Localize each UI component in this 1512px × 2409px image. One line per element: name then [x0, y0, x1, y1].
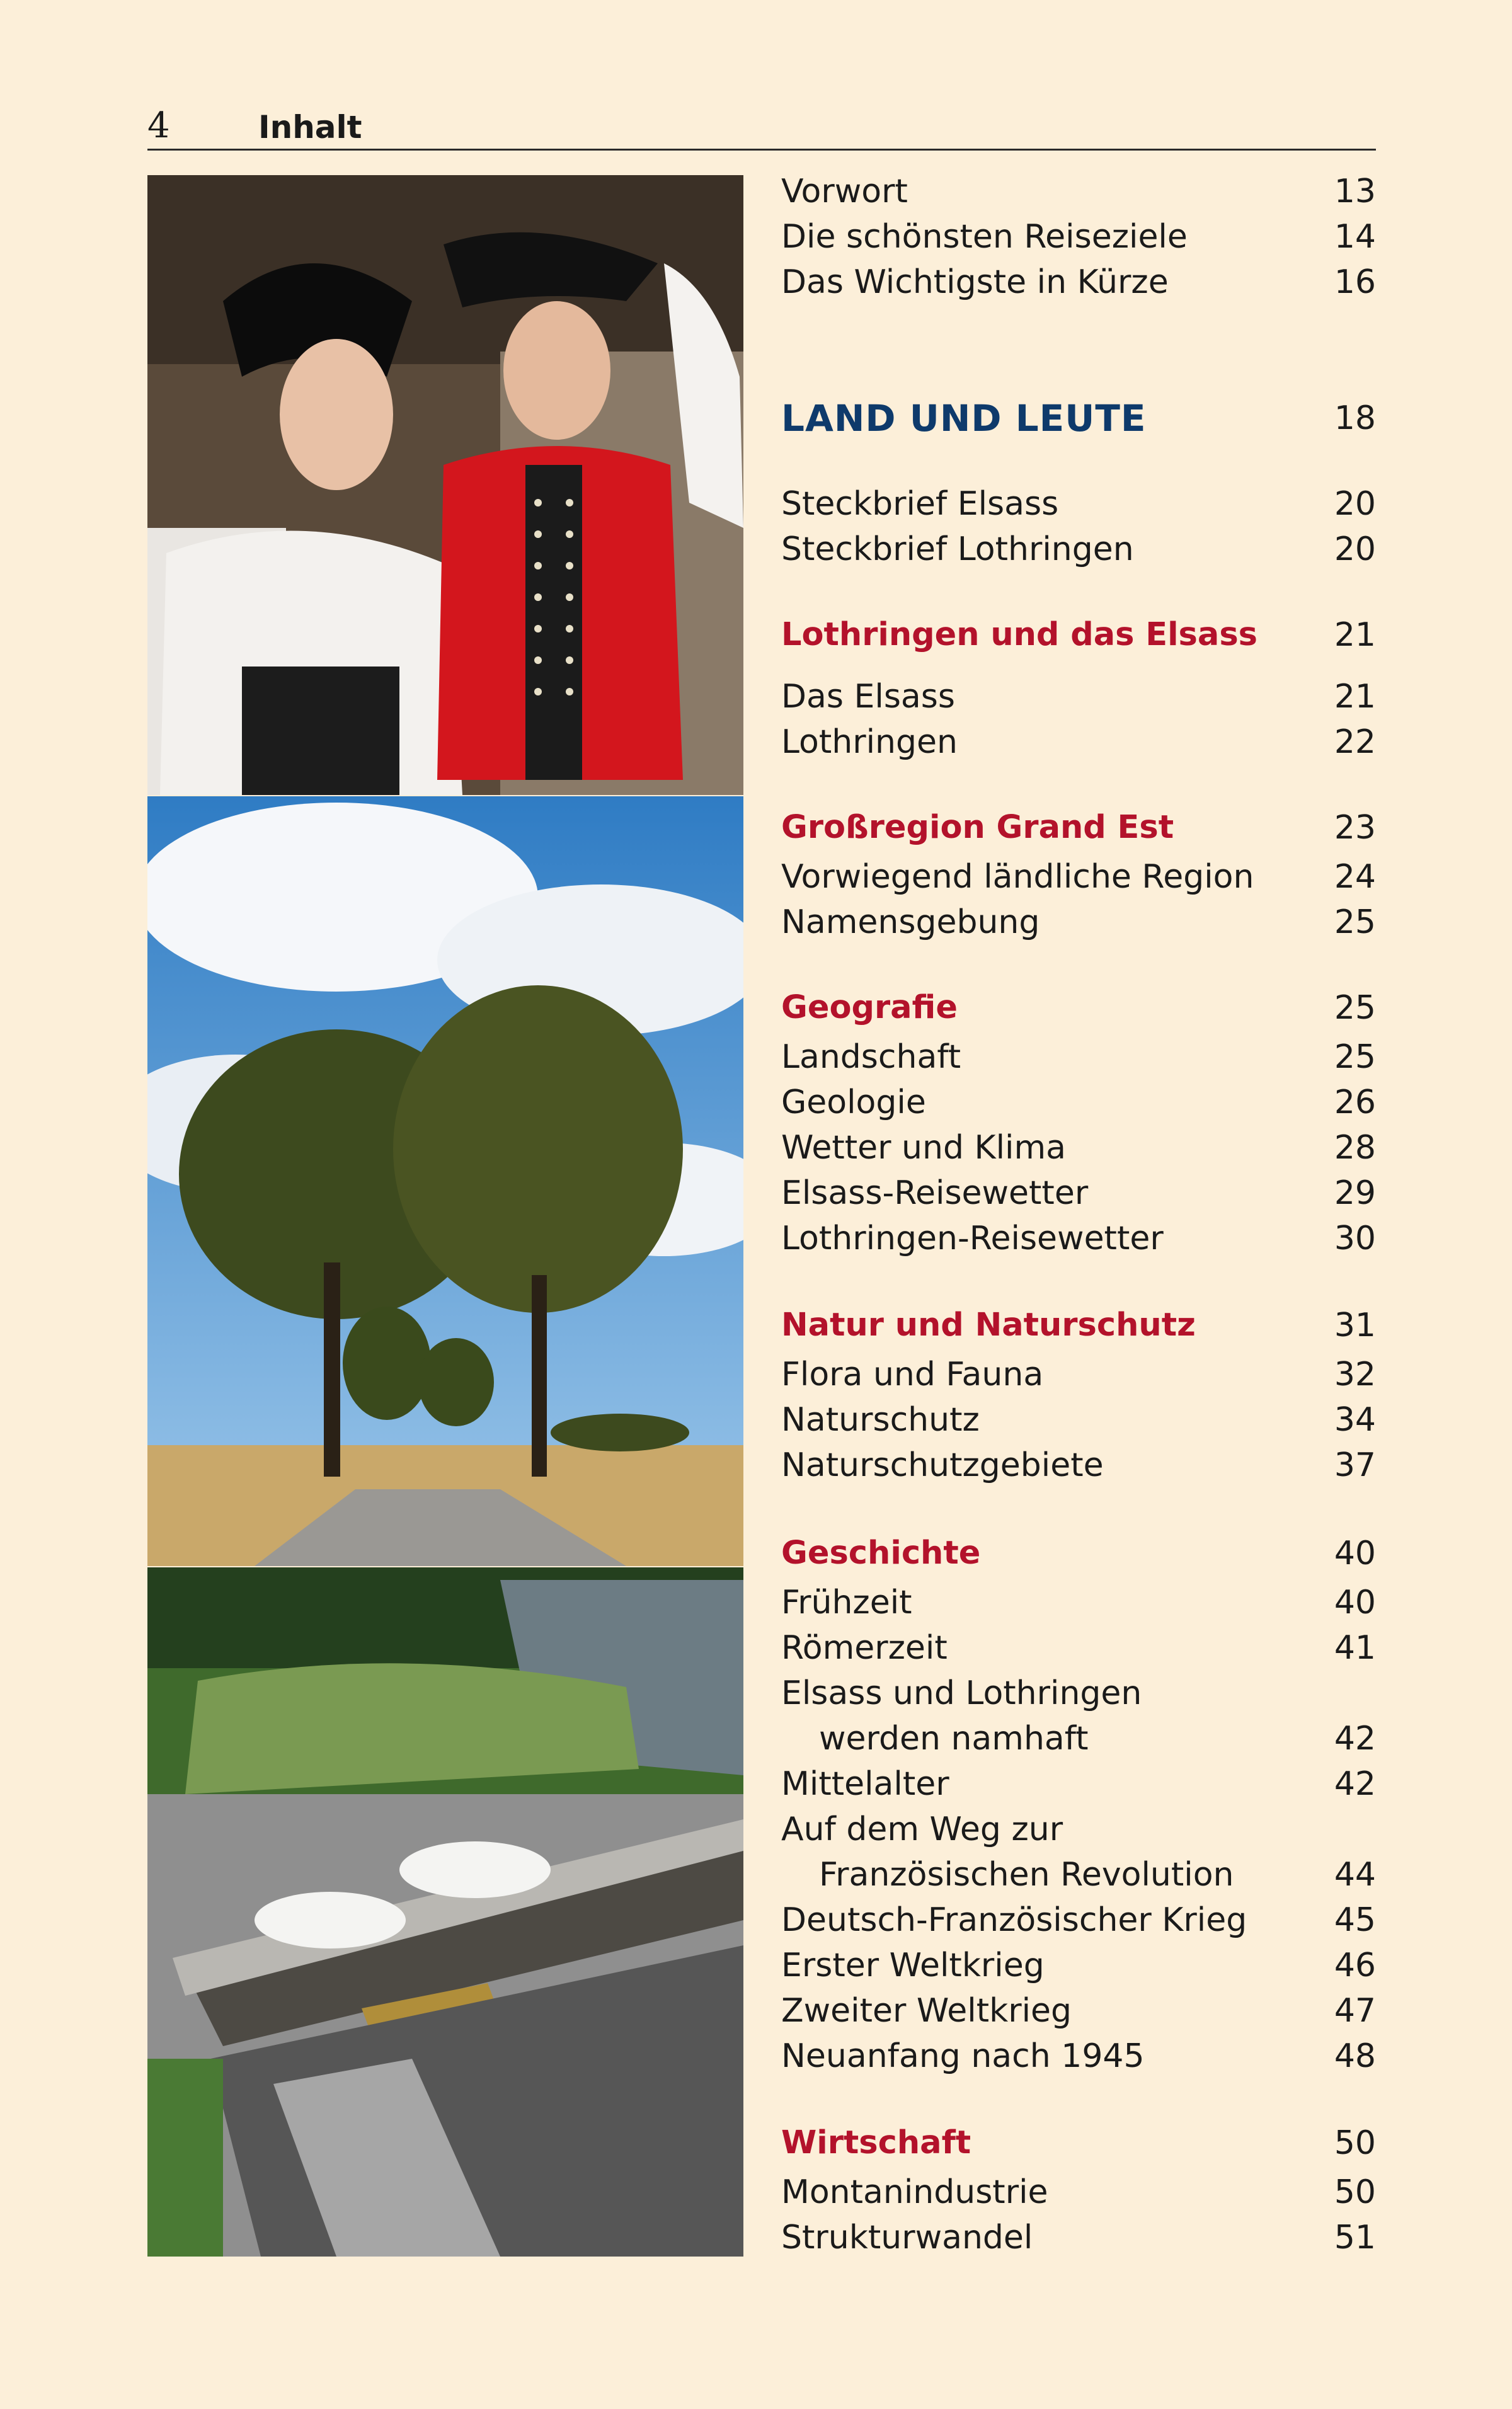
- toc-page-number: 22: [1334, 723, 1376, 761]
- toc-entry-title: Lothringen-Reisewetter: [781, 1220, 1164, 1257]
- toc-entry-title: Naturschutzgebiete: [781, 1446, 1104, 1484]
- toc-entry-title: Deutsch-Französischer Krieg: [781, 1901, 1247, 1939]
- toc-section: [781, 1303, 1376, 1348]
- toc-page-number: 30: [1334, 1220, 1376, 1257]
- toc-entry-title: Das Elsass: [781, 678, 955, 716]
- toc-entry: [781, 1897, 1376, 1943]
- toc-section: [781, 2120, 1376, 2166]
- toc-entry-title: Vorwiegend ländliche Region: [781, 858, 1254, 896]
- toc-page-number: 31: [1334, 1307, 1376, 1344]
- toc-entry: [781, 527, 1376, 572]
- toc-entry: [781, 214, 1376, 260]
- toc-entry: [781, 169, 1376, 214]
- toc-entry: [781, 1125, 1376, 1170]
- toc-page-number: 40: [1334, 1584, 1376, 1622]
- toc-entry-title: Elsass-Reisewetter: [781, 1174, 1089, 1212]
- toc-entry-title: Geologie: [781, 1084, 926, 1121]
- toc-entry-title: Steckbrief Elsass: [781, 485, 1059, 523]
- toc-entry-title: Namensgebung: [781, 903, 1040, 941]
- toc-section: [781, 612, 1376, 658]
- toc-entry-title: Französischen Revolution: [819, 1856, 1234, 1894]
- toc-entry-title: Strukturwandel: [781, 2219, 1033, 2257]
- toc-page-number: 29: [1334, 1174, 1376, 1212]
- toc-page-number: 42: [1334, 1765, 1376, 1803]
- toc-page-number: 16: [1334, 263, 1376, 301]
- toc-page-number: 25: [1334, 989, 1376, 1027]
- toc-page-number: 46: [1334, 1947, 1376, 1984]
- toc-entry-title: Die schönsten Reiseziele: [781, 218, 1188, 256]
- toc-page-number: 42: [1334, 1720, 1376, 1758]
- toc-page-number: 44: [1334, 1856, 1376, 1894]
- toc-entry: [781, 1807, 1376, 1852]
- toc-entry-title: Landschaft: [781, 1038, 961, 1076]
- toc-page-number: 26: [1334, 1084, 1376, 1121]
- toc-section: [781, 985, 1376, 1031]
- toc-page-number: 25: [1334, 1038, 1376, 1076]
- toc-entry-title: Erster Weltkrieg: [781, 1947, 1045, 1984]
- toc-entry: [781, 481, 1376, 527]
- toc-entry-title: Frühzeit: [781, 1584, 912, 1622]
- toc-entry: [781, 1580, 1376, 1625]
- toc-page-number: 28: [1334, 1129, 1376, 1167]
- toc-entry: [781, 674, 1376, 719]
- photo-tree-avenue: [147, 796, 743, 1566]
- page-number: 4: [147, 105, 170, 146]
- toc-entry-title: Elsass und Lothringen: [781, 1674, 1142, 1712]
- toc-entry-title: Wetter und Klima: [781, 1129, 1067, 1167]
- toc-page-number: 14: [1334, 218, 1376, 256]
- toc-chapter: [781, 396, 1376, 441]
- toc-entry-title: Geschichte: [781, 1535, 981, 1572]
- toc-page-number: 50: [1334, 2124, 1376, 2162]
- toc-entry: [781, 1852, 1376, 1897]
- toc-entry-title: Vorwort: [781, 173, 908, 210]
- photo-boat-lift: [147, 1567, 743, 2257]
- toc-entry: [781, 1988, 1376, 2034]
- toc-page-number: 13: [1334, 173, 1376, 210]
- toc-page-number: 25: [1334, 903, 1376, 941]
- toc-entry: [781, 2034, 1376, 2079]
- toc-entry: [781, 1943, 1376, 1988]
- toc-entry-title: Wirtschaft: [781, 2124, 971, 2161]
- toc-entry: [781, 1216, 1376, 1261]
- toc-entry: [781, 900, 1376, 945]
- toc-entry-title: Natur und Naturschutz: [781, 1307, 1196, 1344]
- toc-entry-title: werden namhaft: [819, 1720, 1089, 1758]
- toc-entry-title: Mittelalter: [781, 1765, 949, 1803]
- toc-page-number: 21: [1334, 616, 1376, 654]
- toc-entry: [781, 2170, 1376, 2215]
- photo-column: [147, 175, 743, 2257]
- toc-page-number: 23: [1334, 809, 1376, 847]
- toc-page-number: 40: [1334, 1535, 1376, 1572]
- toc-entry-title: Montanindustrie: [781, 2173, 1048, 2211]
- toc-page-number: 20: [1334, 485, 1376, 523]
- toc-entry: [781, 1080, 1376, 1125]
- toc-entry: [781, 719, 1376, 765]
- toc-entry: [781, 1397, 1376, 1443]
- toc-entry: [781, 854, 1376, 900]
- toc-section: [781, 1531, 1376, 1576]
- toc-page-number: 21: [1334, 678, 1376, 716]
- section-title: Inhalt: [258, 109, 362, 146]
- toc-entry-title: Lothringen und das Elsass: [781, 616, 1258, 653]
- toc-page-number: 34: [1334, 1401, 1376, 1439]
- toc-entry: [781, 1034, 1376, 1080]
- photo-traditional-costume: [147, 175, 743, 795]
- toc-page-number: 20: [1334, 530, 1376, 568]
- toc-entry-title: Flora und Fauna: [781, 1356, 1044, 1393]
- toc-entry-title: Römerzeit: [781, 1629, 948, 1667]
- toc-entry-title: LAND UND LEUTE: [781, 397, 1147, 440]
- toc-page-number: 18: [1334, 399, 1376, 437]
- toc-page-number: 41: [1334, 1629, 1376, 1667]
- toc-entry-title: Neuanfang nach 1945: [781, 2037, 1145, 2075]
- toc-section: [781, 805, 1376, 850]
- toc-entry-title: Steckbrief Lothringen: [781, 530, 1134, 568]
- toc-entry: [781, 2215, 1376, 2260]
- toc-page-number: 48: [1334, 2037, 1376, 2075]
- table-of-contents: [781, 0, 1376, 2409]
- toc-entry: [781, 1761, 1376, 1807]
- toc-page-number: 47: [1334, 1992, 1376, 2030]
- toc-entry: [781, 1443, 1376, 1488]
- toc-page-number: 32: [1334, 1356, 1376, 1393]
- toc-page-number: 45: [1334, 1901, 1376, 1939]
- toc-entry: [781, 1352, 1376, 1397]
- toc-page-number: 37: [1334, 1446, 1376, 1484]
- toc-page-number: 51: [1334, 2219, 1376, 2257]
- toc-entry-title: Zweiter Weltkrieg: [781, 1992, 1072, 2030]
- toc-entry-title: Naturschutz: [781, 1401, 980, 1439]
- toc-entry: [781, 1671, 1376, 1716]
- toc-entry: [781, 1716, 1376, 1761]
- toc-entry: [781, 1625, 1376, 1671]
- toc-entry-title: Das Wichtigste in Kürze: [781, 263, 1169, 301]
- toc-page-number: 24: [1334, 858, 1376, 896]
- toc-page-number: 50: [1334, 2173, 1376, 2211]
- toc-entry: [781, 1170, 1376, 1216]
- toc-entry-title: Geografie: [781, 989, 958, 1026]
- toc-entry: [781, 260, 1376, 305]
- toc-entry-title: Auf dem Weg zur: [781, 1811, 1063, 1848]
- toc-entry-title: Großregion Grand Est: [781, 809, 1174, 846]
- toc-entry-title: Lothringen: [781, 723, 958, 761]
